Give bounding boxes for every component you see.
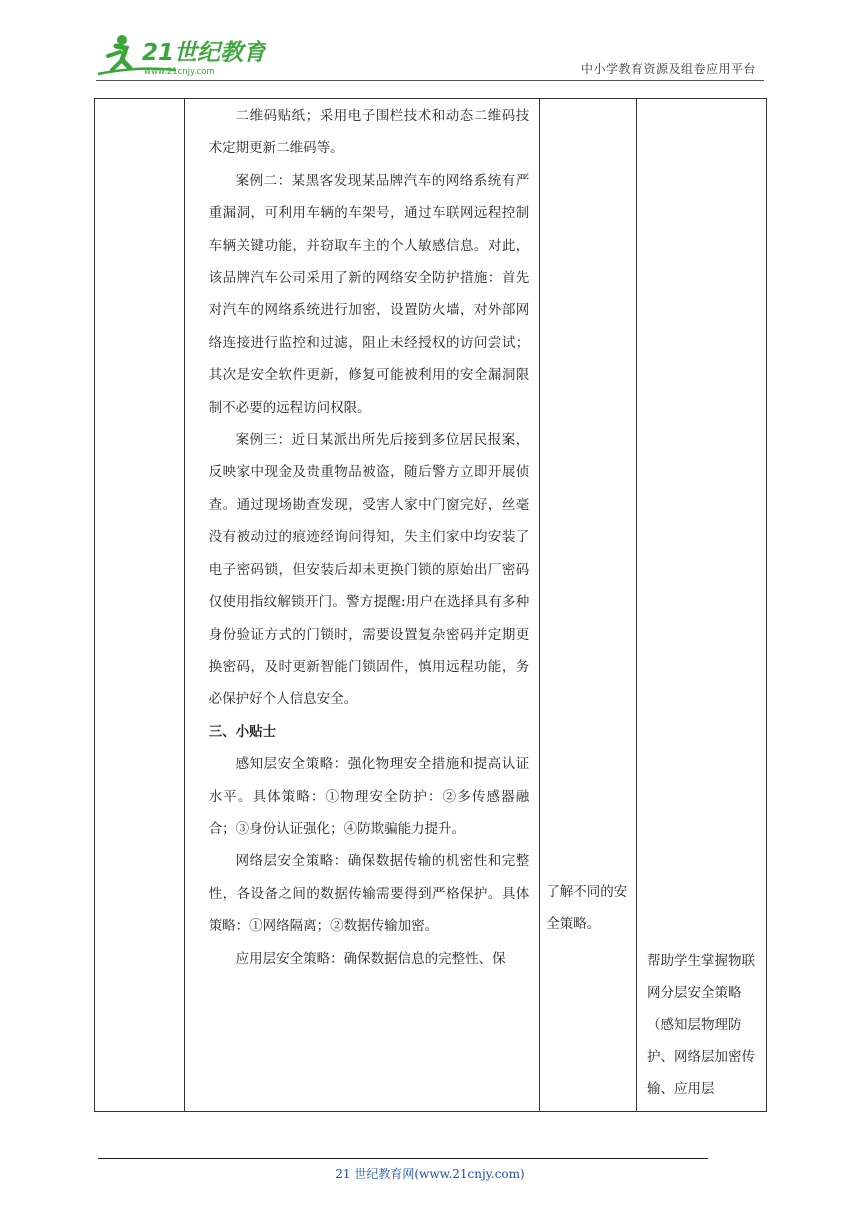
teaching-stage-cell (95, 99, 185, 1112)
footer-link[interactable]: 21 世纪教育网(www.21cnjy.com) (335, 1167, 525, 1181)
paragraph-network-layer: 网络层安全策略：确保数据传输的机密性和完整性，各设备之间的数据传输需要得到严格保护。具体策略：①网络隔离；②数据传输加密。 (208, 853, 530, 935)
lesson-table (94, 98, 767, 1112)
student-activity-text: 了解不同的安全策略。 (546, 884, 628, 932)
teaching-content-cell (184, 99, 540, 1112)
paragraph-qr-tips: 二维码贴纸；采用电子围栏技术和动态二维码技术定期更新二维码等。 (208, 108, 530, 157)
logo-url: www.21cnjy.com (144, 67, 215, 77)
paragraph-case-three: 案例三：近日某派出所先后接到多位居民报案，反映家中现金及贵重物品被盗，随后警方立即开展侦查。通过现场勘查发现，受害人家中门窗完好，丝毫没有被动过的痕迹经询问得知，失主们家中均安装了电子密码锁，但安装后却未更换门锁的原始出厂密码仅使用指纹解锁开门。警方提醒:用户在选择具有多种身份验证方式的门锁时，需要设置复杂密码并定期更换密码，及时更新智能门锁固件，慎用远程功能，务必保护好个人信息安全。 (208, 432, 530, 708)
student-activity-cell (540, 99, 637, 1112)
table-row (95, 99, 767, 1112)
design-intent-cell (637, 99, 767, 1112)
section-heading-tips: 三、小贴士 (208, 723, 277, 740)
paragraph-perception-layer: 感知层安全策略：强化物理安全措施和提高认证水平。具体策略：①物理安全防护：②多传感器融合；③身份认证强化；④防欺骗能力提升。 (208, 756, 530, 837)
footer-divider (98, 1158, 708, 1159)
site-logo (96, 30, 266, 80)
paragraph-application-layer: 应用层安全策略：确保数据信息的完整性、保 (235, 950, 506, 967)
platform-name: 中小学教育资源及组卷应用平台 (580, 62, 756, 76)
header-divider (96, 80, 764, 81)
logo-title: 21世纪教育 (142, 40, 266, 66)
paragraph-case-two: 案例二：某黑客发现某品牌汽车的网络系统有严重漏洞，可利用车辆的车架号，通过车联网远程控制车辆关键功能，并窃取车主的个人敏感信息。对此，该品牌汽车公司采用了新的网络安全防护措施：首先对汽车的网络系统进行加密，设置防火墙，对外部网络连接进行监控和过滤，阻止未经授权的访问尝试；其次是安全软件更新，修复可能被利用的安全漏洞限制不必要的远程访问权限。 (208, 172, 530, 416)
design-intent-text: 帮助学生掌握物联网分层安全策略（感知层物理防护、网络层加密传输、应用层 (647, 953, 756, 1097)
